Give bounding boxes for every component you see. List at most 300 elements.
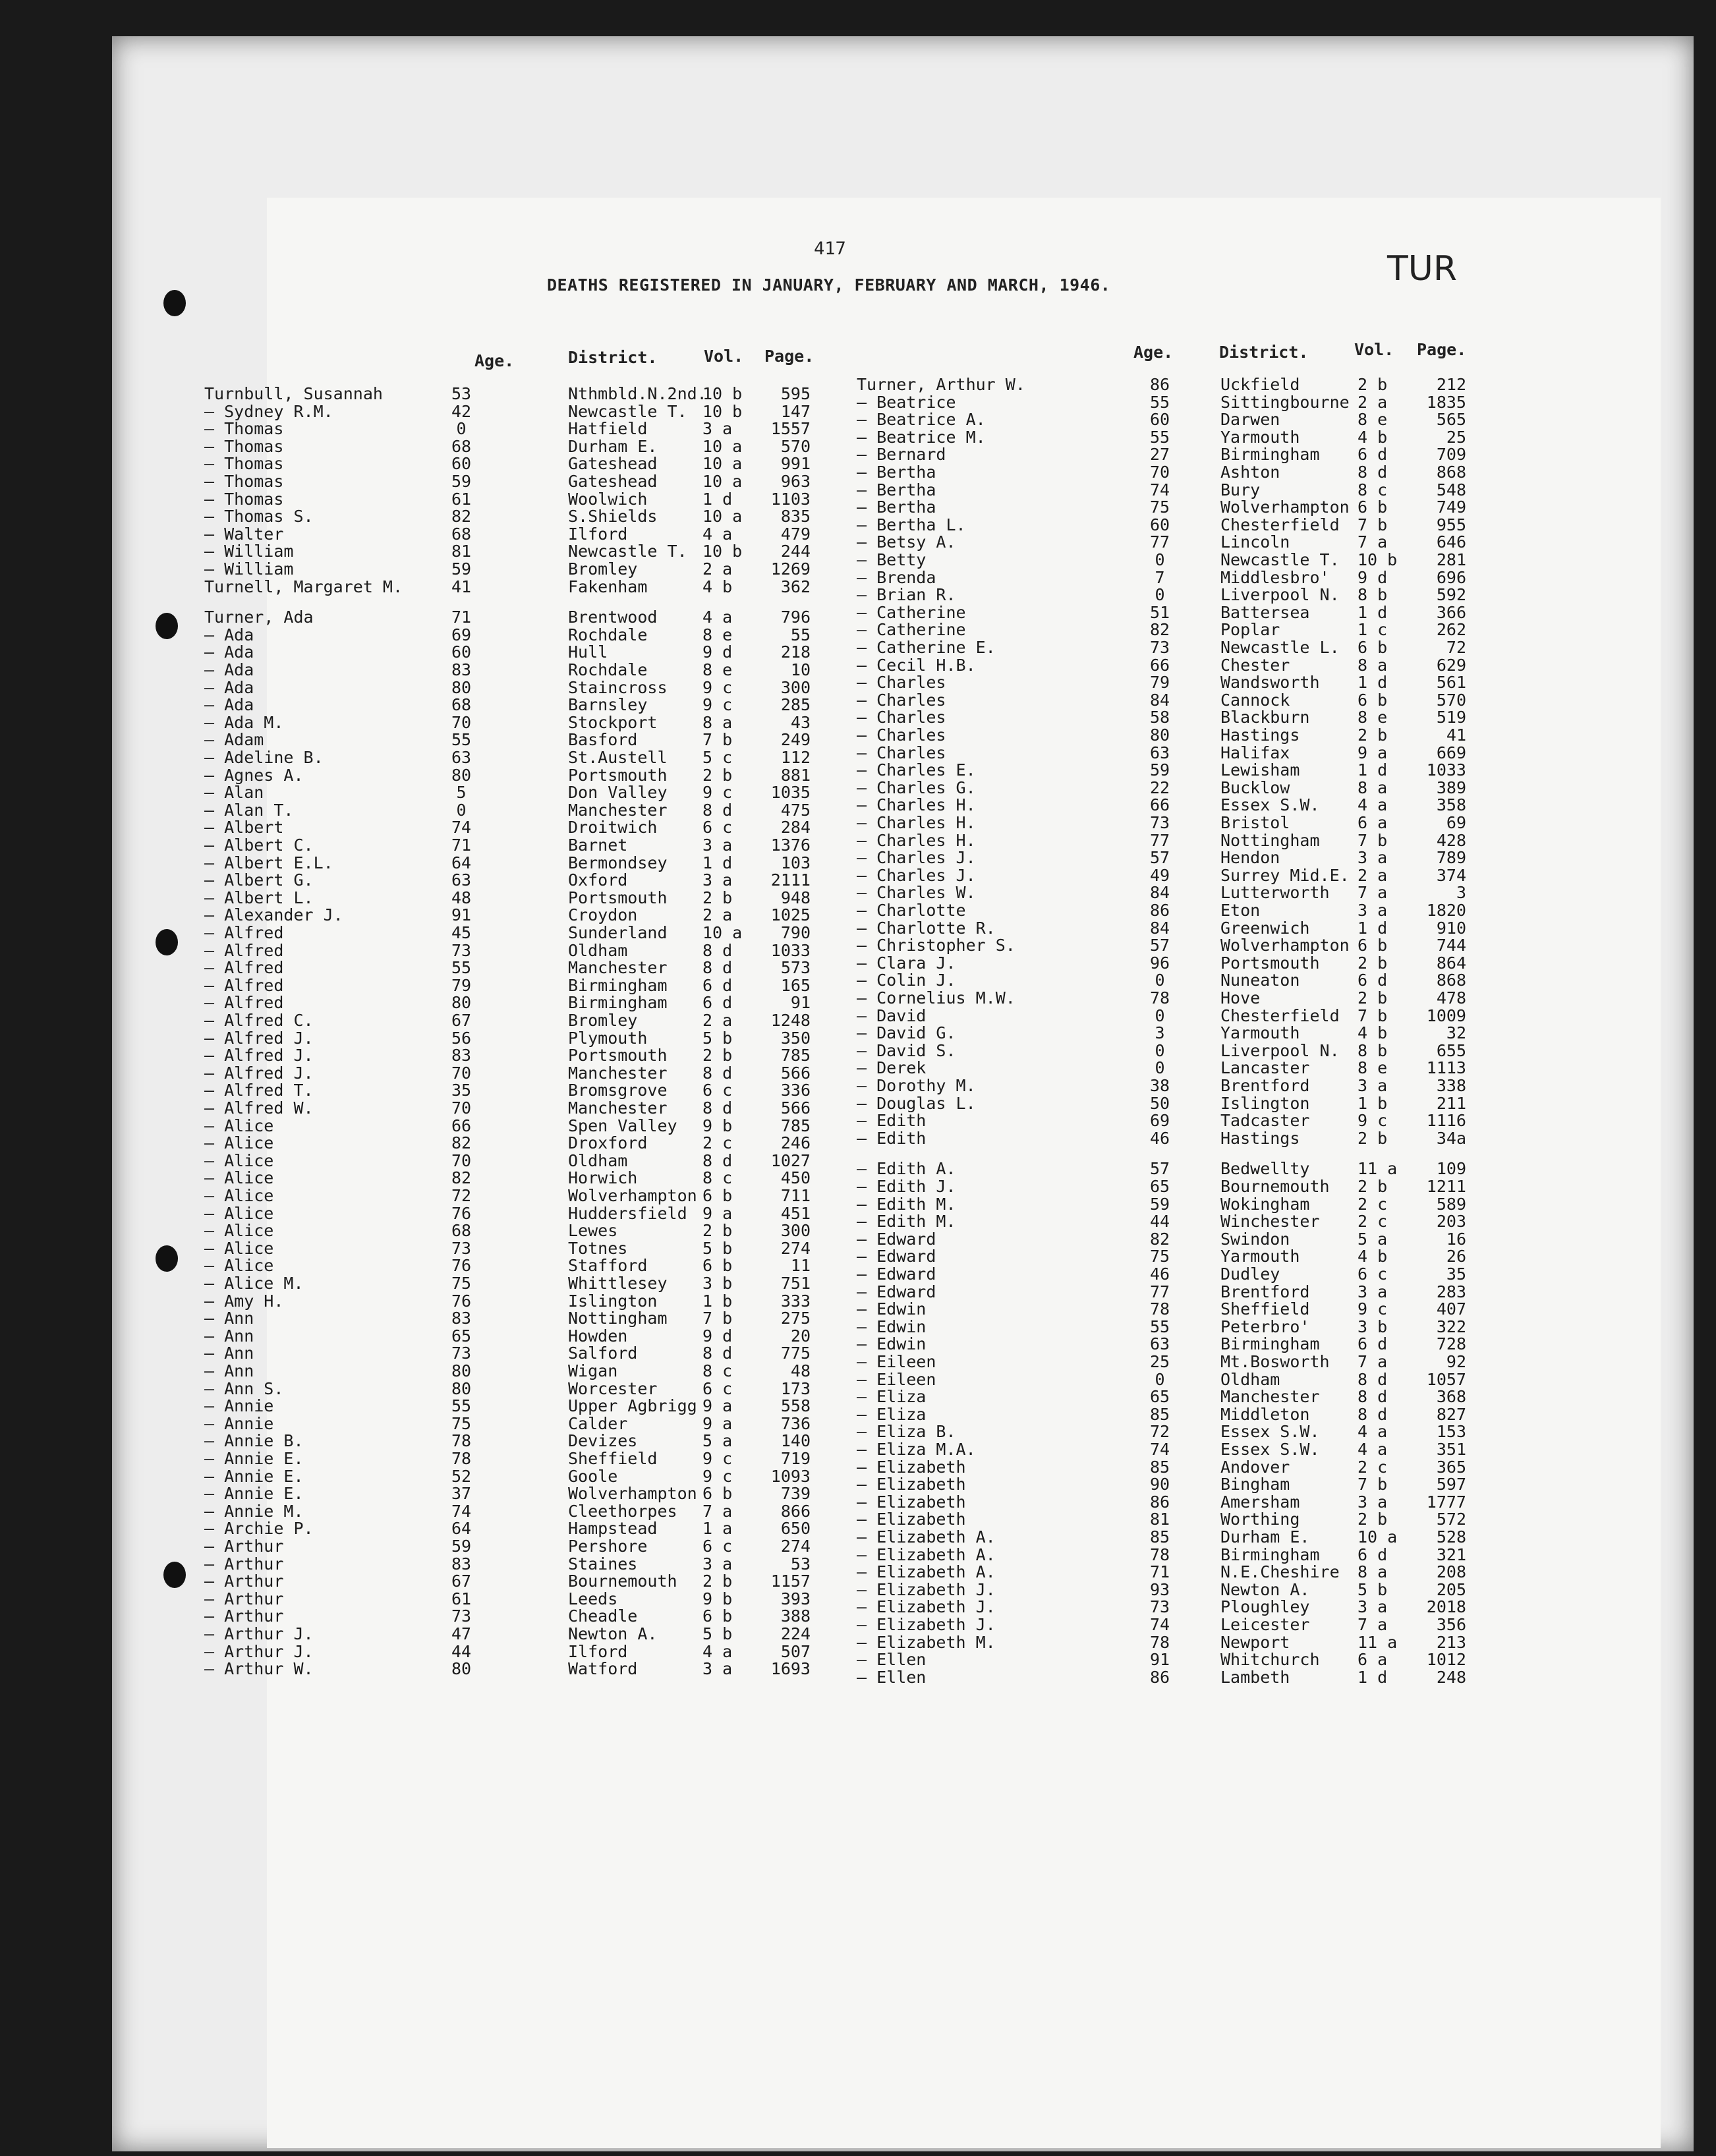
entry-district: Basford xyxy=(568,730,638,750)
entry-age: 73 xyxy=(451,1344,472,1363)
entry-age: 57 xyxy=(1149,848,1170,868)
entry-vol: 2 b xyxy=(1358,1128,1388,1148)
entry-page: 948 xyxy=(780,888,811,907)
entry-district: Gateshead xyxy=(568,472,658,491)
entry-district: Wolverhampton xyxy=(568,1484,697,1504)
entry-name: — Alfred xyxy=(204,993,284,1013)
entry-age: 71 xyxy=(451,836,472,855)
entry-age: 60 xyxy=(451,454,472,474)
entry-district: Brentford xyxy=(1220,1076,1310,1095)
entry-name: — Charles H. xyxy=(857,830,976,850)
entry-name: — Thomas xyxy=(204,472,284,491)
entry-page: 72 xyxy=(1446,638,1466,657)
entry-page: 1093 xyxy=(770,1466,811,1486)
entry-vol: 2 b xyxy=(1358,1510,1388,1529)
entry-vol: 6 c xyxy=(1358,1264,1388,1284)
entry-district: Battersea xyxy=(1220,602,1310,622)
entry-name: — Elizabeth xyxy=(857,1510,966,1529)
entry-name: — Annie E. xyxy=(204,1449,304,1468)
entry-district: Tadcaster xyxy=(1220,1111,1310,1131)
entry-name: — Bertha xyxy=(857,480,936,499)
entry-age: 77 xyxy=(1149,830,1170,850)
entry-page: 1269 xyxy=(770,559,811,579)
entry-age: 91 xyxy=(1149,1650,1170,1670)
entry-age: 0 xyxy=(456,800,467,820)
entry-district: Birmingham xyxy=(1220,445,1320,465)
entry-name: — Elizabeth xyxy=(857,1457,966,1477)
entry-age: 75 xyxy=(451,1413,472,1433)
entry-page: 211 xyxy=(1436,1093,1466,1113)
entry-district: St.Austell xyxy=(568,748,668,767)
entry-age: 60 xyxy=(1149,410,1170,430)
entry-vol: 9 a xyxy=(702,1203,733,1223)
entry-name: — Arthur W. xyxy=(204,1659,314,1679)
entry-page: 558 xyxy=(780,1396,811,1416)
entry-name: — Eileen xyxy=(857,1369,936,1389)
page-header: Page. xyxy=(764,347,815,366)
entry-age: 55 xyxy=(1149,392,1170,412)
entry-page: 796 xyxy=(780,608,811,627)
entry-page: 790 xyxy=(780,923,811,942)
entry-vol: 2 b xyxy=(1358,725,1388,745)
entry-vol: 1 b xyxy=(702,1291,733,1311)
entry-page: 41 xyxy=(1446,725,1466,745)
entry-district: Durham E. xyxy=(1220,1527,1310,1546)
entry-name: — Thomas xyxy=(204,419,284,439)
age-header: Age. xyxy=(474,351,515,370)
entry-age: 0 xyxy=(1155,1040,1165,1060)
entry-age: 55 xyxy=(1149,1317,1170,1336)
entry-vol: 9 b xyxy=(702,1589,733,1608)
entry-age: 66 xyxy=(451,1116,472,1135)
entry-age: 3 xyxy=(1155,1023,1165,1043)
entry-vol: 4 a xyxy=(1358,795,1388,815)
entry-district: Bromsgrove xyxy=(568,1081,668,1100)
entry-age: 78 xyxy=(451,1431,472,1451)
entry-age: 73 xyxy=(1149,638,1170,657)
entry-name: — Alice xyxy=(204,1238,274,1258)
entry-vol: 5 b xyxy=(702,1028,733,1048)
entry-page: 1057 xyxy=(1426,1369,1466,1389)
age-header: Age. xyxy=(1133,343,1174,362)
entry-vol: 7 a xyxy=(702,1501,733,1521)
entry-vol: 10 a xyxy=(702,436,743,456)
entry-district: Bristol xyxy=(1220,813,1290,832)
entry-vol: 8 e xyxy=(1358,410,1388,430)
entry-district: S.Shields xyxy=(568,507,658,526)
entry-vol: 6 d xyxy=(702,975,733,995)
entry-age: 65 xyxy=(1149,1177,1170,1196)
entry-district: Howden xyxy=(568,1326,628,1346)
entry-page: 69 xyxy=(1446,813,1466,832)
punch-hole xyxy=(156,613,178,639)
entry-district: Bingham xyxy=(1220,1475,1290,1494)
entry-district: Lambeth xyxy=(1220,1667,1290,1687)
entry-district: Huddersfield xyxy=(568,1203,687,1223)
entry-district: Nottingham xyxy=(568,1309,668,1328)
entry-district: Sunderland xyxy=(568,923,668,942)
entry-vol: 2 c xyxy=(702,1133,733,1153)
entry-district: Winchester xyxy=(1220,1212,1320,1232)
entry-vol: 9 d xyxy=(702,1326,733,1346)
entry-name: — Charles xyxy=(857,708,946,727)
entry-page: 25 xyxy=(1446,427,1466,447)
entry-name: — Edward xyxy=(857,1229,936,1249)
entry-page: 646 xyxy=(1436,532,1466,552)
entry-page: 955 xyxy=(1436,515,1466,534)
entry-name: — Bernard xyxy=(857,445,946,465)
entry-district: Fakenham xyxy=(568,577,648,596)
entry-district: Hampstead xyxy=(568,1519,658,1539)
entry-vol: 8 d xyxy=(702,800,733,820)
entry-age: 68 xyxy=(451,436,472,456)
entry-district: Swindon xyxy=(1220,1229,1290,1249)
entry-district: Oldham xyxy=(1220,1369,1280,1389)
entry-age: 80 xyxy=(451,1659,472,1679)
entry-district: Birmingham xyxy=(1220,1545,1320,1564)
entry-name: — Catherine xyxy=(857,602,966,622)
entry-vol: 9 a xyxy=(702,1413,733,1433)
entry-age: 63 xyxy=(1149,743,1170,762)
entry-age: 73 xyxy=(451,940,472,960)
entry-age: 61 xyxy=(451,489,472,509)
entry-district: Surrey Mid.E. xyxy=(1220,865,1350,885)
entry-name: — Alfred J. xyxy=(204,1046,314,1065)
entry-name: — Thomas xyxy=(204,489,284,509)
entry-page: 1103 xyxy=(770,489,811,509)
entry-vol: 8 d xyxy=(1358,1404,1388,1424)
entry-name: — Ann xyxy=(204,1309,254,1328)
entry-district: Birmingham xyxy=(568,975,668,995)
entry-name: — Eliza M.A. xyxy=(857,1440,976,1459)
entry-district: N.E.Cheshire xyxy=(1220,1562,1340,1582)
entry-vol: 7 b xyxy=(1358,1006,1388,1025)
entry-name: — Charles xyxy=(857,673,946,693)
entry-page: 592 xyxy=(1436,585,1466,605)
entry-page: 351 xyxy=(1436,1440,1466,1459)
entry-age: 70 xyxy=(451,1098,472,1118)
entry-page: 479 xyxy=(780,524,811,544)
entry-district: Hastings xyxy=(1220,725,1300,745)
entry-name: — Betty xyxy=(857,550,927,569)
entry-vol: 6 b xyxy=(702,1256,733,1276)
entry-age: 63 xyxy=(451,748,472,767)
entry-page: 507 xyxy=(780,1641,811,1661)
entry-district: Newport xyxy=(1220,1632,1290,1652)
entry-page: 333 xyxy=(780,1291,811,1311)
entry-district: Bournemouth xyxy=(1220,1177,1330,1196)
entry-age: 75 xyxy=(451,1274,472,1293)
entry-page: 374 xyxy=(1436,865,1466,885)
entry-vol: 11 a xyxy=(1358,1159,1398,1179)
entry-district: Leeds xyxy=(568,1589,618,1608)
entry-name: — Charles xyxy=(857,725,946,745)
entry-age: 44 xyxy=(451,1641,472,1661)
entry-page: 53 xyxy=(790,1554,811,1574)
entry-district: Essex S.W. xyxy=(1220,1422,1320,1442)
entry-age: 65 xyxy=(451,1326,472,1346)
entry-age: 0 xyxy=(456,419,467,439)
entry-district: Greenwich xyxy=(1220,918,1310,938)
entry-vol: 10 a xyxy=(702,507,743,526)
entry-page: 565 xyxy=(1436,410,1466,430)
entry-name: — Charles W. xyxy=(857,883,976,903)
entry-district: Newcastle T. xyxy=(1220,550,1340,569)
entry-name: — Elizabeth J. xyxy=(857,1597,996,1617)
entry-vol: 9 c xyxy=(702,1449,733,1468)
entry-age: 74 xyxy=(1149,1440,1170,1459)
entry-page: 358 xyxy=(1436,795,1466,815)
entry-age: 57 xyxy=(1149,1159,1170,1179)
entry-district: Devizes xyxy=(568,1431,638,1451)
entry-age: 58 xyxy=(1149,708,1170,727)
entry-vol: 9 c xyxy=(702,783,733,803)
entry-vol: 9 a xyxy=(1358,743,1388,762)
entry-name: — Arthur J. xyxy=(204,1624,314,1643)
entry-age: 60 xyxy=(1149,515,1170,534)
entry-page: 1035 xyxy=(770,783,811,803)
entry-name: — Charles xyxy=(857,690,946,710)
entry-district: Islington xyxy=(568,1291,658,1311)
entry-page: 1557 xyxy=(770,419,811,439)
entry-district: Lewes xyxy=(568,1221,618,1241)
entry-vol: 5 a xyxy=(702,1431,733,1451)
entry-page: 1033 xyxy=(770,940,811,960)
entry-page: 910 xyxy=(1436,918,1466,938)
entry-vol: 8 d xyxy=(1358,1387,1388,1407)
entry-district: Whittlesey xyxy=(568,1274,668,1293)
entry-name: — Beatrice xyxy=(857,392,956,412)
entry-name: — Beatrice A. xyxy=(857,410,986,430)
entry-name: — Alfred J. xyxy=(204,1063,314,1083)
entry-name: Turnbull, Susannah xyxy=(204,384,383,403)
entry-page: 1248 xyxy=(770,1011,811,1030)
entry-district: Portsmouth xyxy=(1220,953,1320,973)
entry-district: Barnsley xyxy=(568,695,648,715)
entry-name: — David S. xyxy=(857,1040,956,1060)
entry-name: — Albert xyxy=(204,818,284,837)
entry-page: 112 xyxy=(780,748,811,767)
entry-page: 751 xyxy=(780,1274,811,1293)
entry-name: — Alice xyxy=(204,1221,274,1241)
entry-page: 868 xyxy=(1436,971,1466,990)
entry-page: 393 xyxy=(780,1589,811,1608)
entry-name: — Annie E. xyxy=(204,1466,304,1486)
entry-page: 775 xyxy=(780,1344,811,1363)
entry-vol: 2 b xyxy=(1358,953,1388,973)
entry-vol: 4 a xyxy=(702,608,733,627)
entry-vol: 1 d xyxy=(702,853,733,872)
entry-vol: 2 b xyxy=(1358,1177,1388,1196)
entry-age: 45 xyxy=(451,923,472,942)
entry-page: 407 xyxy=(1436,1299,1466,1319)
entry-page: 249 xyxy=(780,730,811,750)
entry-page: 1116 xyxy=(1426,1111,1466,1131)
entry-vol: 3 b xyxy=(1358,1317,1388,1336)
entry-vol: 4 a xyxy=(702,1641,733,1661)
entry-age: 85 xyxy=(1149,1457,1170,1477)
entry-page: 43 xyxy=(790,712,811,732)
entry-page: 366 xyxy=(1436,602,1466,622)
entry-vol: 9 d xyxy=(1358,567,1388,587)
entry-age: 59 xyxy=(451,559,472,579)
entry-vol: 2 c xyxy=(1358,1212,1388,1232)
entry-age: 84 xyxy=(1149,918,1170,938)
entry-name: — David G. xyxy=(857,1023,956,1043)
entry-name: — Annie B. xyxy=(204,1431,304,1451)
entry-name: — Thomas xyxy=(204,454,284,474)
entry-name: — Albert L. xyxy=(204,888,314,907)
entry-district: Yarmouth xyxy=(1220,1247,1300,1266)
entry-page: 711 xyxy=(780,1186,811,1205)
entry-page: 208 xyxy=(1436,1562,1466,1582)
entry-age: 80 xyxy=(1149,725,1170,745)
entry-district: Staincross xyxy=(568,677,668,697)
entry-page: 244 xyxy=(780,542,811,561)
entry-district: Poplar xyxy=(1220,620,1280,640)
entry-age: 85 xyxy=(1149,1404,1170,1424)
entry-vol: 6 b xyxy=(702,1484,733,1504)
entry-age: 75 xyxy=(1149,1247,1170,1266)
entry-name: — Alice xyxy=(204,1203,274,1223)
entry-page: 262 xyxy=(1436,620,1466,640)
entry-page: 283 xyxy=(1436,1282,1466,1301)
entry-age: 75 xyxy=(1149,497,1170,517)
entry-district: Darwen xyxy=(1220,410,1280,430)
entry-page: 428 xyxy=(1436,830,1466,850)
vol-header: Vol. xyxy=(704,347,744,366)
entry-page: 350 xyxy=(780,1028,811,1048)
entry-page: 281 xyxy=(1436,550,1466,569)
entry-vol: 6 d xyxy=(702,993,733,1013)
entry-district: Bucklow xyxy=(1220,778,1290,797)
entry-age: 74 xyxy=(1149,1615,1170,1634)
entry-name: — Alexander J. xyxy=(204,905,343,925)
entry-age: 74 xyxy=(1149,480,1170,499)
entry-district: Brentford xyxy=(1220,1282,1310,1301)
page-number: 417 xyxy=(814,239,846,259)
entry-vol: 10 a xyxy=(702,472,743,491)
entry-vol: 10 b xyxy=(702,542,743,561)
entry-page: 450 xyxy=(780,1168,811,1188)
entry-age: 41 xyxy=(451,577,472,596)
entry-name: — Ann xyxy=(204,1344,254,1363)
entry-vol: 2 a xyxy=(702,1011,733,1030)
entry-age: 35 xyxy=(451,1081,472,1100)
entry-name: — Edwin xyxy=(857,1299,927,1319)
entry-age: 83 xyxy=(451,660,472,679)
entry-vol: 6 b xyxy=(702,1186,733,1205)
entry-vol: 8 e xyxy=(1358,708,1388,727)
entry-age: 69 xyxy=(1149,1111,1170,1131)
entry-vol: 5 b xyxy=(1358,1579,1388,1599)
entry-age: 53 xyxy=(451,384,472,403)
entry-age: 86 xyxy=(1149,375,1170,394)
entry-name: — Elizabeth xyxy=(857,1475,966,1494)
entry-vol: 1 d xyxy=(1358,918,1388,938)
entry-age: 78 xyxy=(451,1449,472,1468)
entry-district: Upper Agbrigg xyxy=(568,1396,697,1416)
entry-page: 561 xyxy=(1436,673,1466,693)
entry-vol: 7 a xyxy=(1358,532,1388,552)
entry-age: 73 xyxy=(1149,813,1170,832)
entry-age: 59 xyxy=(1149,760,1170,780)
entry-age: 77 xyxy=(1149,1282,1170,1301)
entry-age: 0 xyxy=(1155,971,1165,990)
entry-age: 66 xyxy=(1149,655,1170,675)
entry-district: Eton xyxy=(1220,901,1261,920)
entry-page: 629 xyxy=(1436,655,1466,675)
entry-district: Wolverhampton xyxy=(1220,936,1350,955)
entry-district: Newton A. xyxy=(568,1624,658,1643)
entry-name: — Walter xyxy=(204,524,284,544)
entry-district: Durham E. xyxy=(568,436,658,456)
entry-page: 300 xyxy=(780,677,811,697)
entry-district: Leicester xyxy=(1220,1615,1310,1634)
entry-page: 10 xyxy=(790,660,811,679)
entry-vol: 6 c xyxy=(702,1081,733,1100)
entry-district: Andover xyxy=(1220,1457,1290,1477)
entry-name: — Edward xyxy=(857,1264,936,1284)
entry-name: — Elizabeth A. xyxy=(857,1545,996,1564)
entry-name: — Ada xyxy=(204,642,254,662)
entry-name: — Bertha xyxy=(857,463,936,482)
entry-name: — Alfred xyxy=(204,958,284,978)
entry-district: Hendon xyxy=(1220,848,1280,868)
entry-vol: 6 b xyxy=(1358,690,1388,710)
entry-vol: 2 a xyxy=(1358,392,1388,412)
entry-page: 548 xyxy=(1436,480,1466,499)
entry-age: 51 xyxy=(1149,602,1170,622)
entry-age: 82 xyxy=(451,1168,472,1188)
entry-vol: 11 a xyxy=(1358,1632,1398,1652)
entry-age: 84 xyxy=(1149,690,1170,710)
entry-vol: 2 b xyxy=(702,888,733,907)
entry-age: 73 xyxy=(451,1238,472,1258)
entry-page: 1211 xyxy=(1426,1177,1466,1196)
entry-page: 203 xyxy=(1436,1212,1466,1232)
entry-age: 78 xyxy=(1149,988,1170,1007)
entry-page: 785 xyxy=(780,1116,811,1135)
entry-page: 519 xyxy=(1436,708,1466,727)
entry-age: 66 xyxy=(1149,795,1170,815)
entry-district: Pershore xyxy=(568,1537,648,1556)
entry-vol: 4 b xyxy=(1358,1247,1388,1266)
entry-name: — Brian R. xyxy=(857,585,956,605)
entry-age: 59 xyxy=(1149,1194,1170,1214)
entry-age: 55 xyxy=(1149,427,1170,447)
entry-vol: 1 d xyxy=(1358,673,1388,693)
entry-vol: 6 b xyxy=(1358,936,1388,955)
entry-name: — Elizabeth M. xyxy=(857,1632,996,1652)
entry-age: 46 xyxy=(1149,1264,1170,1284)
entry-name: — Eliza xyxy=(857,1404,927,1424)
entry-district: Bedwellty xyxy=(1220,1159,1310,1179)
entry-page: 11 xyxy=(790,1256,811,1276)
entry-district: Staines xyxy=(568,1554,638,1574)
entry-vol: 4 a xyxy=(702,524,733,544)
entry-district: Stockport xyxy=(568,712,658,732)
entry-vol: 2 b xyxy=(702,1046,733,1065)
entry-age: 37 xyxy=(451,1484,472,1504)
entry-page: 570 xyxy=(1436,690,1466,710)
entry-name: — Edith J. xyxy=(857,1177,956,1196)
entry-page: 669 xyxy=(1436,743,1466,762)
entry-vol: 2 b xyxy=(702,1572,733,1591)
entry-district: Whitchurch xyxy=(1220,1650,1320,1670)
entry-age: 70 xyxy=(451,712,472,732)
entry-district: Manchester xyxy=(568,800,668,820)
